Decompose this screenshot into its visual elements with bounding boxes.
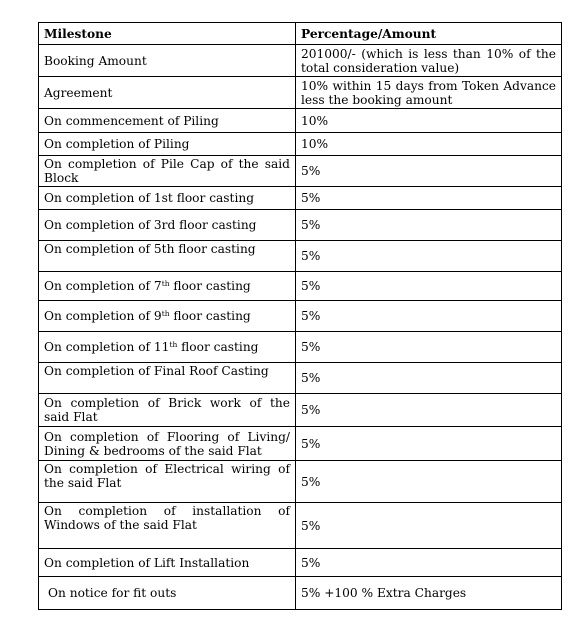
amount-cell: 5% bbox=[296, 549, 562, 577]
milestone-text: floor casting bbox=[169, 309, 251, 323]
milestone-cell: On completion of Flooring of Living/ Dining & bedrooms of the said Flat bbox=[39, 427, 296, 461]
table-row bbox=[39, 241, 562, 272]
amount-cell: 5% bbox=[296, 210, 562, 241]
table-row bbox=[39, 549, 562, 577]
milestone-cell: Agreement bbox=[39, 77, 296, 109]
amount-cell: 5% bbox=[296, 427, 562, 461]
milestone-text: On completion of 7 bbox=[44, 279, 162, 293]
ordinal-suffix: th bbox=[161, 279, 170, 288]
table-row bbox=[39, 109, 562, 133]
table-row bbox=[39, 156, 562, 187]
header-row bbox=[39, 23, 562, 45]
amount-cell: 5% bbox=[296, 301, 562, 332]
milestone-cell: On completion of Brick work of the said Flat bbox=[39, 394, 296, 427]
payment-schedule-table bbox=[38, 22, 562, 610]
table-row bbox=[39, 77, 562, 109]
amount-cell: 5% bbox=[296, 187, 562, 210]
milestone-cell bbox=[39, 272, 296, 301]
amount-cell: 5% +100 % Extra Charges bbox=[296, 577, 562, 610]
table-row bbox=[39, 301, 562, 332]
milestone-cell bbox=[39, 332, 296, 363]
milestone-cell bbox=[39, 301, 296, 332]
table-row bbox=[39, 210, 562, 241]
milestone-text: On completion of 9 bbox=[44, 309, 162, 323]
table-row bbox=[39, 461, 562, 503]
milestone-cell: On completion of installation of Windows of the said Flat bbox=[39, 503, 296, 549]
amount-cell: 5% bbox=[296, 394, 562, 427]
amount-cell: 5% bbox=[296, 503, 562, 549]
table-row bbox=[39, 427, 562, 461]
milestone-cell: On completion of Final Roof Casting bbox=[39, 363, 296, 394]
milestone-cell: On completion of 1st floor casting bbox=[39, 187, 296, 210]
milestone-text: On completion of 11 bbox=[44, 340, 170, 354]
milestone-cell: On completion of Piling bbox=[39, 133, 296, 156]
amount-cell: 10% within 15 days from Token Advance less the booking amount bbox=[296, 77, 562, 109]
header-milestone: Milestone bbox=[39, 23, 296, 45]
table-row bbox=[39, 187, 562, 210]
table-row bbox=[39, 503, 562, 549]
amount-cell: 5% bbox=[296, 241, 562, 272]
milestone-cell: On completion of Lift Installation bbox=[39, 549, 296, 577]
table-row bbox=[39, 332, 562, 363]
table-row bbox=[39, 45, 562, 77]
milestone-cell: On completion of 5th floor casting bbox=[39, 241, 296, 272]
ordinal-suffix: th bbox=[161, 309, 170, 318]
ordinal-suffix: th bbox=[169, 340, 178, 349]
table-row bbox=[39, 394, 562, 427]
milestone-cell: On commencement of Piling bbox=[39, 109, 296, 133]
milestone-text: floor casting bbox=[177, 340, 259, 354]
milestone-cell: Booking Amount bbox=[39, 45, 296, 77]
table-row bbox=[39, 272, 562, 301]
amount-cell: 5% bbox=[296, 272, 562, 301]
amount-cell: 10% bbox=[296, 109, 562, 133]
milestone-cell: On completion of Electrical wiring of the said Flat bbox=[39, 461, 296, 503]
amount-cell: 5% bbox=[296, 156, 562, 187]
milestone-text: floor casting bbox=[169, 279, 251, 293]
table-row bbox=[39, 577, 562, 610]
table-row bbox=[39, 133, 562, 156]
amount-cell: 201000/- (which is less than 10% of the total consideration value) bbox=[296, 45, 562, 77]
milestone-cell: On completion of Pile Cap of the said Block bbox=[39, 156, 296, 187]
milestone-cell: On notice for fit outs bbox=[39, 577, 296, 610]
milestone-cell: On completion of 3rd floor casting bbox=[39, 210, 296, 241]
table-row bbox=[39, 363, 562, 394]
amount-cell: 5% bbox=[296, 332, 562, 363]
header-percentage-amount: Percentage/Amount bbox=[296, 23, 562, 45]
amount-cell: 5% bbox=[296, 461, 562, 503]
amount-cell: 10% bbox=[296, 133, 562, 156]
amount-cell: 5% bbox=[296, 363, 562, 394]
